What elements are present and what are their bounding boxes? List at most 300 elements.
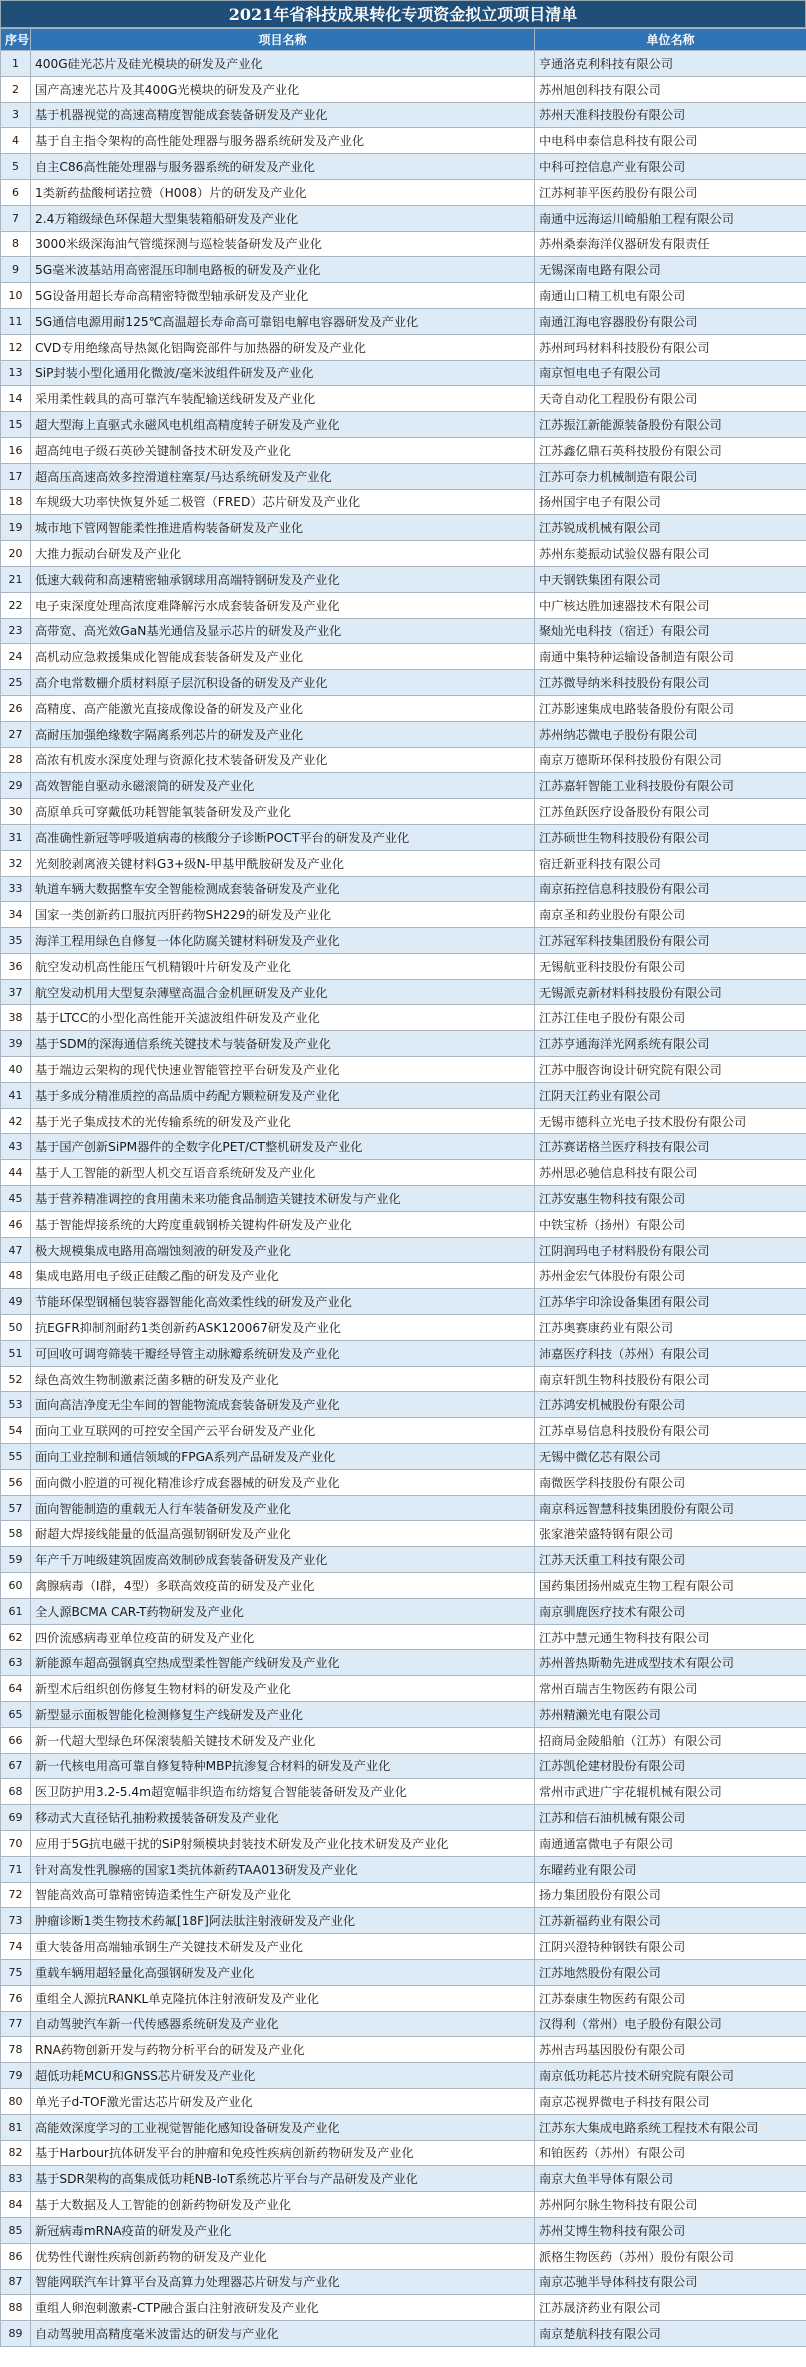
row-project: 自主C86高性能处理器与服务器系统的研发及产业化 — [31, 154, 535, 180]
table-row — [1, 102, 806, 128]
table-row — [1, 154, 806, 180]
row-unit: 扬力集团股份有限公司 — [535, 1882, 806, 1908]
row-num: 77 — [1, 2011, 31, 2037]
table-row — [1, 231, 806, 257]
row-unit: 江苏锐成机械有限公司 — [535, 515, 806, 541]
row-project: 基于端边云架构的现代快速业智能管控平台研发及产业化 — [31, 1057, 535, 1083]
row-unit: 苏州吉玛基因股份有限公司 — [535, 2037, 806, 2063]
row-unit: 中电科申泰信息科技有限公司 — [535, 128, 806, 154]
row-num: 85 — [1, 2217, 31, 2243]
row-unit: 苏州桑泰海洋仪器研发有限责任 — [535, 231, 806, 257]
row-unit: 江苏安惠生物科技有限公司 — [535, 1186, 806, 1212]
row-num: 50 — [1, 1315, 31, 1341]
table-row — [1, 1263, 806, 1289]
table-row — [1, 1237, 806, 1263]
row-unit: 江苏地然股份有限公司 — [535, 1959, 806, 1985]
row-project: 航空发动机用大型复杂薄壁高温合金机匣研发及产业化 — [31, 979, 535, 1005]
row-unit: 南京芯视界微电子科技有限公司 — [535, 2088, 806, 2114]
row-project: 四价流感病毒亚单位疫苗的研发及产业化 — [31, 1624, 535, 1650]
row-unit: 无锡航亚科技股份有限公司 — [535, 953, 806, 979]
row-num: 7 — [1, 205, 31, 231]
row-num: 23 — [1, 618, 31, 644]
row-num: 12 — [1, 334, 31, 360]
row-num: 67 — [1, 1753, 31, 1779]
row-project: 基于SDM的深海通信系统关键技术与装备研发及产业化 — [31, 1031, 535, 1057]
project-table — [0, 28, 806, 2347]
row-project: 高准确性新冠等呼吸道病毒的核酸分子诊断POCT平台的研发及产业化 — [31, 824, 535, 850]
row-num: 79 — [1, 2063, 31, 2089]
table-body — [1, 51, 806, 2347]
row-project: 禽腺病毒（I群，4型）多联高效疫苗的研发及产业化 — [31, 1573, 535, 1599]
row-unit: 江苏中服咨询设计研究院有限公司 — [535, 1057, 806, 1083]
row-project: 高耐压加强绝缘数字隔离系列芯片的研发及产业化 — [31, 721, 535, 747]
row-project: 面向工业互联网的可控安全国产云平台研发及产业化 — [31, 1418, 535, 1444]
table-row — [1, 1702, 806, 1728]
row-unit: 南通中集特种运输设备制造有限公司 — [535, 644, 806, 670]
row-unit: 苏州珂玛材料科技股份有限公司 — [535, 334, 806, 360]
row-num: 60 — [1, 1573, 31, 1599]
row-project: 肿瘤诊断1类生物技术药氟[18F]阿法肽注射液研发及产业化 — [31, 1908, 535, 1934]
row-num: 49 — [1, 1289, 31, 1315]
row-unit: 南京恒电电子有限公司 — [535, 360, 806, 386]
row-unit: 苏州旭创科技有限公司 — [535, 76, 806, 102]
row-unit: 江苏微导纳米科技股份有限公司 — [535, 670, 806, 696]
table-row — [1, 618, 806, 644]
row-num: 64 — [1, 1676, 31, 1702]
row-unit: 南京驯鹿医疗技术有限公司 — [535, 1598, 806, 1624]
table-row — [1, 2166, 806, 2192]
row-project: 海洋工程用绿色自修复一体化防腐关键材料研发及产业化 — [31, 928, 535, 954]
row-unit: 派格生物医药（苏州）股份有限公司 — [535, 2243, 806, 2269]
row-unit: 江苏晟济药业有限公司 — [535, 2295, 806, 2321]
table-row — [1, 902, 806, 928]
row-unit: 招商局金陵船舶（江苏）有限公司 — [535, 1727, 806, 1753]
row-project: 高浓有机废水深度处理与资源化技术装备研发及产业化 — [31, 747, 535, 773]
row-num: 87 — [1, 2269, 31, 2295]
row-num: 14 — [1, 386, 31, 412]
table-row — [1, 515, 806, 541]
row-num: 33 — [1, 876, 31, 902]
row-num: 42 — [1, 1108, 31, 1134]
row-unit: 南京拓控信息科技股份有限公司 — [535, 876, 806, 902]
table-row — [1, 1340, 806, 1366]
row-num: 4 — [1, 128, 31, 154]
row-num: 59 — [1, 1547, 31, 1573]
row-unit: 江苏泰康生物医药有限公司 — [535, 1985, 806, 2011]
row-project: 基于自主指令架构的高性能处理器与服务器系统研发及产业化 — [31, 128, 535, 154]
table-row — [1, 1315, 806, 1341]
row-project: 耐超大焊接线能量的低温高强韧钢研发及产业化 — [31, 1521, 535, 1547]
row-num: 22 — [1, 592, 31, 618]
row-project: 高原单兵可穿戴低功耗智能氧装备研发及产业化 — [31, 799, 535, 825]
row-unit: 江阴兴澄特种钢铁有限公司 — [535, 1934, 806, 1960]
row-num: 8 — [1, 231, 31, 257]
row-unit: 汉得利（常州）电子股份有限公司 — [535, 2011, 806, 2037]
row-project: 2.4万箱级绿色环保超大型集装箱船研发及产业化 — [31, 205, 535, 231]
row-unit: 江苏卓易信息科技股份有限公司 — [535, 1418, 806, 1444]
row-project: CVD专用绝缘高导热氮化铝陶瓷部件与加热器的研发及产业化 — [31, 334, 535, 360]
table-row — [1, 670, 806, 696]
row-num: 78 — [1, 2037, 31, 2063]
row-num: 56 — [1, 1469, 31, 1495]
row-num: 72 — [1, 1882, 31, 1908]
table-row — [1, 1082, 806, 1108]
row-num: 26 — [1, 695, 31, 721]
row-num: 46 — [1, 1211, 31, 1237]
row-num: 82 — [1, 2140, 31, 2166]
row-project: 5G毫米波基站用高密混压印制电路板的研发及产业化 — [31, 257, 535, 283]
row-unit: 江苏奥赛康药业有限公司 — [535, 1315, 806, 1341]
row-unit: 中铁宝桥（扬州）有限公司 — [535, 1211, 806, 1237]
row-unit: 江苏江佳电子股份有限公司 — [535, 1005, 806, 1031]
row-num: 69 — [1, 1805, 31, 1831]
row-project: 高介电常数栅介质材料原子层沉积设备的研发及产业化 — [31, 670, 535, 696]
row-unit: 江苏鸿安机械股份有限公司 — [535, 1392, 806, 1418]
row-unit: 苏州金宏气体股份有限公司 — [535, 1263, 806, 1289]
row-project: 面向微小腔道的可视化精准诊疗成套器械的研发及产业化 — [31, 1469, 535, 1495]
row-project: 新型术后组织创伤修复生物材料的研发及产业化 — [31, 1676, 535, 1702]
table-row — [1, 1727, 806, 1753]
table-row — [1, 2114, 806, 2140]
row-num: 24 — [1, 644, 31, 670]
table-row — [1, 1573, 806, 1599]
row-num: 25 — [1, 670, 31, 696]
row-unit: 南京大鱼半导体有限公司 — [535, 2166, 806, 2192]
row-project: 应用于5G抗电磁干扰的SiP射频模块封装技术研发及产业化技术研发及产业化 — [31, 1830, 535, 1856]
table-row — [1, 799, 806, 825]
row-project: 国产高速光芯片及其400G光模块的研发及产业化 — [31, 76, 535, 102]
row-unit: 国药集团扬州威克生物工程有限公司 — [535, 1573, 806, 1599]
table-row — [1, 2011, 806, 2037]
row-unit: 沛嘉医疗科技（苏州）有限公司 — [535, 1340, 806, 1366]
table-row — [1, 644, 806, 670]
row-num: 61 — [1, 1598, 31, 1624]
row-num: 58 — [1, 1521, 31, 1547]
table-row — [1, 179, 806, 205]
row-unit: 和铂医药（苏州）有限公司 — [535, 2140, 806, 2166]
row-project: 基于多成分精准质控的高品质中药配方颗粒研发及产业化 — [31, 1082, 535, 1108]
header-project: 项目名称 — [31, 29, 535, 51]
row-unit: 苏州思必驰信息科技有限公司 — [535, 1160, 806, 1186]
row-project: 大推力振动台研发及产业化 — [31, 541, 535, 567]
row-unit: 江苏硕世生物科技股份有限公司 — [535, 824, 806, 850]
row-unit: 无锡派克新材料科技股份有限公司 — [535, 979, 806, 1005]
row-project: 基于大数据及人工智能的创新药物研发及产业化 — [31, 2192, 535, 2218]
row-project: 轨道车辆大数据整车安全智能检测成套装备研发及产业化 — [31, 876, 535, 902]
row-project: 绿色高效生物制激素泛菌多糖的研发及产业化 — [31, 1366, 535, 1392]
row-unit: 中广核达胜加速器技术有限公司 — [535, 592, 806, 618]
row-unit: 南通山口精工机电有限公司 — [535, 283, 806, 309]
row-unit: 江苏新福药业有限公司 — [535, 1908, 806, 1934]
table-row — [1, 2192, 806, 2218]
row-num: 44 — [1, 1160, 31, 1186]
row-num: 41 — [1, 1082, 31, 1108]
row-num: 20 — [1, 541, 31, 567]
row-project: 高能效深度学习的工业视觉智能化感知设备研发及产业化 — [31, 2114, 535, 2140]
table-header — [1, 29, 806, 51]
row-unit: 苏州东菱振动试验仪器有限公司 — [535, 541, 806, 567]
row-num: 47 — [1, 1237, 31, 1263]
row-unit: 聚灿光电科技（宿迁）有限公司 — [535, 618, 806, 644]
row-project: 基于SDR架构的高集成低功耗NB-IoT系统芯片平台与产品研发及产业化 — [31, 2166, 535, 2192]
row-project: 低速大载荷和高速精密轴承钢球用高端特钢研发及产业化 — [31, 566, 535, 592]
table-row — [1, 1547, 806, 1573]
row-num: 75 — [1, 1959, 31, 1985]
table-row — [1, 1392, 806, 1418]
row-unit: 无锡市德科立光电子技术股份有限公司 — [535, 1108, 806, 1134]
row-unit: 苏州天准科技股份有限公司 — [535, 102, 806, 128]
row-project: 移动式大直径钻孔抽粉救援装备研发及产业化 — [31, 1805, 535, 1831]
table-row — [1, 1418, 806, 1444]
table-row — [1, 1444, 806, 1470]
row-num: 3 — [1, 102, 31, 128]
row-unit: 苏州阿尔脉生物科技有限公司 — [535, 2192, 806, 2218]
row-num: 21 — [1, 566, 31, 592]
row-num: 65 — [1, 1702, 31, 1728]
row-unit: 天奇自动化工程股份有限公司 — [535, 386, 806, 412]
row-unit: 江苏天沃重工科技有限公司 — [535, 1547, 806, 1573]
table-row — [1, 1160, 806, 1186]
table-row — [1, 1366, 806, 1392]
row-num: 70 — [1, 1830, 31, 1856]
row-unit: 亨通洛克利科技有限公司 — [535, 51, 806, 77]
row-num: 54 — [1, 1418, 31, 1444]
table-row — [1, 1676, 806, 1702]
row-project: 自动驾驶汽车新一代传感器系统研发及产业化 — [31, 2011, 535, 2037]
table-row — [1, 2217, 806, 2243]
table-row — [1, 1005, 806, 1031]
row-unit: 江苏赛诺格兰医疗科技有限公司 — [535, 1134, 806, 1160]
table-row — [1, 1521, 806, 1547]
row-num: 43 — [1, 1134, 31, 1160]
row-num: 84 — [1, 2192, 31, 2218]
row-num: 51 — [1, 1340, 31, 1366]
table-row — [1, 205, 806, 231]
table-row — [1, 876, 806, 902]
row-project: 节能环保型钢桶包装容器智能化高效柔性线的研发及产业化 — [31, 1289, 535, 1315]
row-num: 39 — [1, 1031, 31, 1057]
table-row — [1, 1495, 806, 1521]
row-num: 55 — [1, 1444, 31, 1470]
row-num: 52 — [1, 1366, 31, 1392]
row-num: 89 — [1, 2321, 31, 2347]
row-num: 10 — [1, 283, 31, 309]
header-num: 序号 — [1, 29, 31, 51]
table-row — [1, 592, 806, 618]
row-unit: 南京楚航科技有限公司 — [535, 2321, 806, 2347]
table-row — [1, 1908, 806, 1934]
row-project: 单光子d-TOF激光雷达芯片研发及产业化 — [31, 2088, 535, 2114]
row-unit: 南微医学科技股份有限公司 — [535, 1469, 806, 1495]
table-row — [1, 695, 806, 721]
table-row — [1, 1856, 806, 1882]
row-project: 3000米级深海油气管缆探测与巡检装备研发及产业化 — [31, 231, 535, 257]
row-project: 基于国产创新SiPM器件的全数字化PET/CT整机研发及产业化 — [31, 1134, 535, 1160]
table-row — [1, 412, 806, 438]
table-row — [1, 1057, 806, 1083]
table-row — [1, 1934, 806, 1960]
table-row — [1, 1289, 806, 1315]
row-project: 面向工业控制和通信领域的FPGA系列产品研发及产业化 — [31, 1444, 535, 1470]
row-project: 光刻胶剥离液关键材料G3+级N-甲基甲酰胺研发及产业化 — [31, 850, 535, 876]
row-project: 新一代超大型绿色环保滚装船关键技术研发及产业化 — [31, 1727, 535, 1753]
row-unit: 南通中远海运川崎船舶工程有限公司 — [535, 205, 806, 231]
row-project: 高机动应急救援集成化智能成套装备研发及产业化 — [31, 644, 535, 670]
table-row — [1, 128, 806, 154]
row-num: 13 — [1, 360, 31, 386]
table-row — [1, 76, 806, 102]
table-row — [1, 283, 806, 309]
row-project: 采用柔性载具的高可靠汽车装配输送线研发及产业化 — [31, 386, 535, 412]
row-project: 面向智能制造的重载无人行车装备研发及产业化 — [31, 1495, 535, 1521]
table-row — [1, 1186, 806, 1212]
row-num: 11 — [1, 308, 31, 334]
table-row — [1, 1805, 806, 1831]
row-project: 新冠病毒mRNA疫苗的研发及产业化 — [31, 2217, 535, 2243]
row-project: 高带宽、高光效GaN基光通信及显示芯片的研发及产业化 — [31, 618, 535, 644]
row-num: 80 — [1, 2088, 31, 2114]
row-num: 1 — [1, 51, 31, 77]
table-row — [1, 334, 806, 360]
row-project: 基于营养精准调控的食用菌未来功能食品制造关键技术研发与产业化 — [31, 1186, 535, 1212]
row-num: 38 — [1, 1005, 31, 1031]
row-num: 62 — [1, 1624, 31, 1650]
row-num: 29 — [1, 773, 31, 799]
row-project: 新型显示面板智能化检测修复生产线研发及产业化 — [31, 1702, 535, 1728]
row-project: 重组全人源抗RANKL单克隆抗体注射液研发及产业化 — [31, 1985, 535, 2011]
row-project: 航空发动机高性能压气机精锻叶片研发及产业化 — [31, 953, 535, 979]
table-row — [1, 386, 806, 412]
table-row — [1, 2037, 806, 2063]
row-num: 63 — [1, 1650, 31, 1676]
table-row — [1, 721, 806, 747]
row-unit: 苏州艾博生物科技有限公司 — [535, 2217, 806, 2243]
table-row — [1, 257, 806, 283]
row-project: 新一代核电用高可靠自修复特种MBP抗渗复合材料的研发及产业化 — [31, 1753, 535, 1779]
row-project: 高效智能自驱动永磁滚筒的研发及产业化 — [31, 773, 535, 799]
row-num: 28 — [1, 747, 31, 773]
row-unit: 张家港荣盛特钢有限公司 — [535, 1521, 806, 1547]
table-row — [1, 360, 806, 386]
table-row — [1, 1598, 806, 1624]
row-project: 5G通信电源用耐125℃高温超长寿命高可靠铝电解电容器研发及产业化 — [31, 308, 535, 334]
row-project: 重组人卵泡刺激素-CTP融合蛋白注射液研发及产业化 — [31, 2295, 535, 2321]
row-unit: 中天钢铁集团有限公司 — [535, 566, 806, 592]
table-row — [1, 463, 806, 489]
row-num: 15 — [1, 412, 31, 438]
row-num: 57 — [1, 1495, 31, 1521]
row-unit: 江阴天江药业有限公司 — [535, 1082, 806, 1108]
row-unit: 江苏中慧元通生物科技有限公司 — [535, 1624, 806, 1650]
row-num: 48 — [1, 1263, 31, 1289]
row-unit: 江苏鱼跃医疗设备股份有限公司 — [535, 799, 806, 825]
table-row — [1, 1134, 806, 1160]
row-unit: 宿迁新亚科技有限公司 — [535, 850, 806, 876]
table-row — [1, 1624, 806, 1650]
row-num: 6 — [1, 179, 31, 205]
row-num: 27 — [1, 721, 31, 747]
row-num: 9 — [1, 257, 31, 283]
row-unit: 常州百瑞吉生物医药有限公司 — [535, 1676, 806, 1702]
table-row — [1, 747, 806, 773]
row-num: 5 — [1, 154, 31, 180]
row-num: 86 — [1, 2243, 31, 2269]
table-row — [1, 489, 806, 515]
row-unit: 江苏东大集成电路系统工程技术有限公司 — [535, 2114, 806, 2140]
row-project: 5G设备用超长寿命高精密特微型轴承研发及产业化 — [31, 283, 535, 309]
row-num: 40 — [1, 1057, 31, 1083]
row-project: 智能网联汽车计算平台及高算力处理器芯片研发与产业化 — [31, 2269, 535, 2295]
table-row — [1, 1753, 806, 1779]
row-unit: 南通通富微电子有限公司 — [535, 1830, 806, 1856]
row-unit: 南京低功耗芯片技术研究院有限公司 — [535, 2063, 806, 2089]
row-project: 针对高发性乳腺癌的国家1类抗体新药TAA013研发及产业化 — [31, 1856, 535, 1882]
table-row — [1, 824, 806, 850]
row-unit: 无锡中微亿芯有限公司 — [535, 1444, 806, 1470]
table-row — [1, 1211, 806, 1237]
table-row — [1, 1882, 806, 1908]
row-project: 新能源车超高强钢真空热成型柔性智能产线研发及产业化 — [31, 1650, 535, 1676]
row-unit: 南京轩凯生物科技股份有限公司 — [535, 1366, 806, 1392]
table-row — [1, 1959, 806, 1985]
row-num: 18 — [1, 489, 31, 515]
row-unit: 江苏振江新能源装备股份有限公司 — [535, 412, 806, 438]
row-unit: 江苏凯伦建材股份有限公司 — [535, 1753, 806, 1779]
row-project: 超大型海上直驱式永磁风电机组高精度转子研发及产业化 — [31, 412, 535, 438]
row-num: 17 — [1, 463, 31, 489]
row-project: 基于LTCC的小型化高性能开关滤波组件研发及产业化 — [31, 1005, 535, 1031]
row-num: 19 — [1, 515, 31, 541]
row-project: 抗EGFR抑制剂耐药1类创新药ASK120067研发及产业化 — [31, 1315, 535, 1341]
table-row — [1, 1108, 806, 1134]
row-unit: 南京芯驰半导体科技有限公司 — [535, 2269, 806, 2295]
row-num: 76 — [1, 1985, 31, 2011]
row-num: 16 — [1, 437, 31, 463]
row-project: 400G硅光芯片及硅光模块的研发及产业化 — [31, 51, 535, 77]
table-row — [1, 953, 806, 979]
row-unit: 江苏亨通海洋光网系统有限公司 — [535, 1031, 806, 1057]
row-unit: 南京科远智慧科技集团股份有限公司 — [535, 1495, 806, 1521]
table-row — [1, 773, 806, 799]
row-unit: 江苏冠军科技集团股份有限公司 — [535, 928, 806, 954]
row-num: 73 — [1, 1908, 31, 1934]
row-project: 医卫防护用3.2-5.4m超宽幅非织造布纺熔复合智能装备研发及产业化 — [31, 1779, 535, 1805]
row-num: 45 — [1, 1186, 31, 1212]
table-row — [1, 850, 806, 876]
row-num: 71 — [1, 1856, 31, 1882]
row-unit: 江阴润玛电子材料股份有限公司 — [535, 1237, 806, 1263]
table-row — [1, 2321, 806, 2347]
row-project: 集成电路用电子级正硅酸乙酯的研发及产业化 — [31, 1263, 535, 1289]
row-project: 基于机器视觉的高速高精度智能成套装备研发及产业化 — [31, 102, 535, 128]
table-row — [1, 541, 806, 567]
header-unit: 单位名称 — [535, 29, 806, 51]
row-project: 基于人工智能的新型人机交互语音系统研发及产业化 — [31, 1160, 535, 1186]
row-project: SiP封装小型化通用化微波/毫米波组件研发及产业化 — [31, 360, 535, 386]
row-project: 城市地下管网智能柔性推进盾构装备研发及产业化 — [31, 515, 535, 541]
table-row — [1, 2063, 806, 2089]
row-num: 37 — [1, 979, 31, 1005]
row-project: 智能高效高可靠精密铸造柔性生产研发及产业化 — [31, 1882, 535, 1908]
row-project: 国家一类创新药口服抗丙肝药物SH229的研发及产业化 — [31, 902, 535, 928]
table-row — [1, 2140, 806, 2166]
table-row — [1, 1779, 806, 1805]
row-num: 53 — [1, 1392, 31, 1418]
header-row — [1, 29, 806, 51]
row-unit: 苏州精濑光电有限公司 — [535, 1702, 806, 1728]
row-project: 面向高洁净度无尘车间的智能物流成套装备研发及产业化 — [31, 1392, 535, 1418]
row-unit: 南京万德斯环保科技股份有限公司 — [535, 747, 806, 773]
